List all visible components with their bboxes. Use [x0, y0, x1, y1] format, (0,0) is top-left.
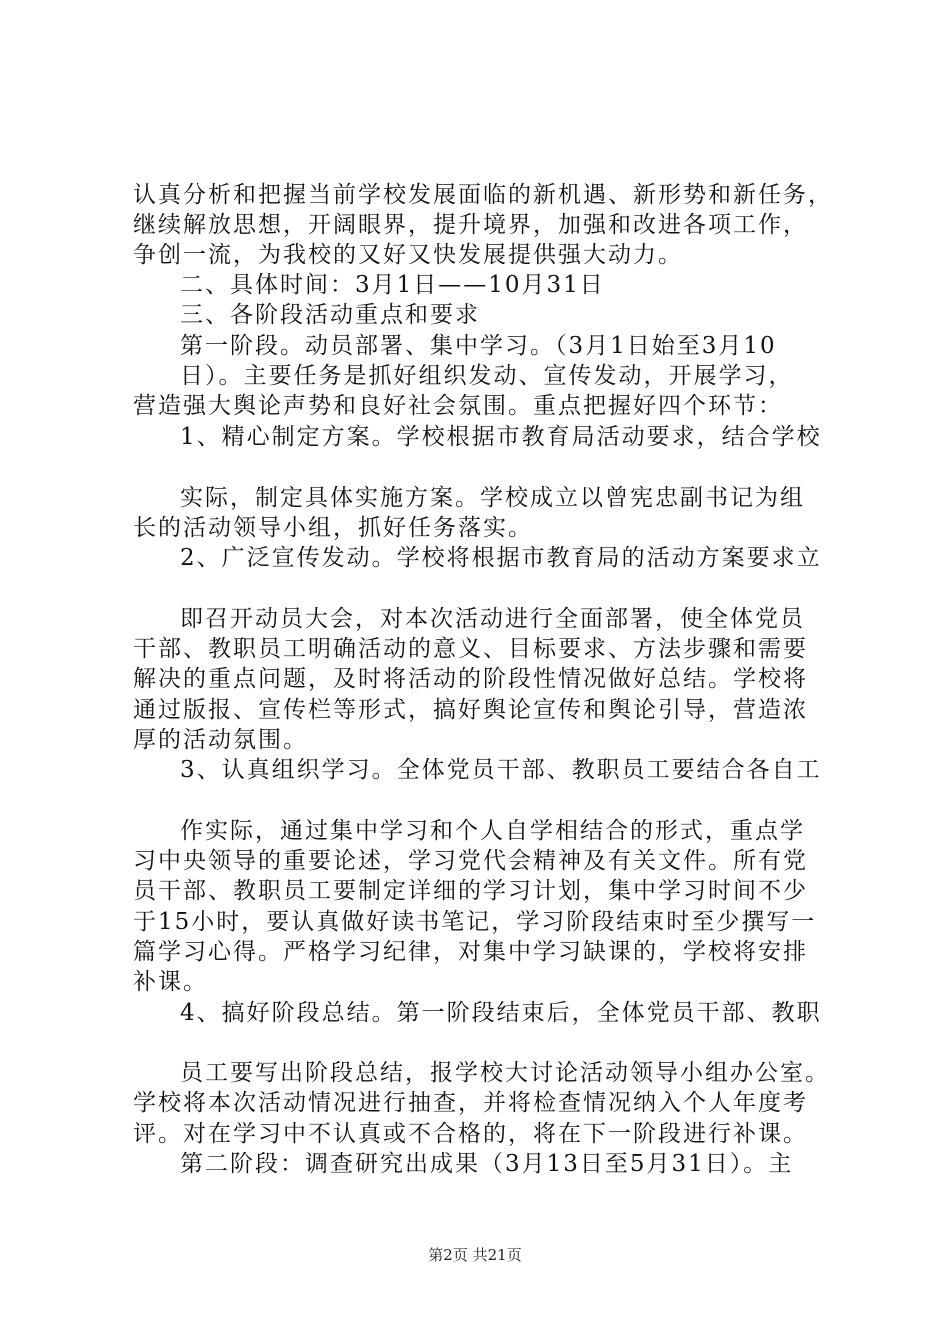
text-line: 日）。主要任务是抓好组织发动、宣传发动，开展学习， — [180, 363, 794, 389]
text-line: 第一阶段。动员部署、集中学习。（3月1日始至3月10 — [180, 333, 777, 359]
text-line: 争创一流，为我校的又好又快发展提供强大动力。 — [133, 242, 683, 268]
text-line: 1、精心制定方案。学校根据市教育局活动要求，结合学校 — [180, 424, 822, 450]
text-line: 于15小时，要认真做好读书笔记，学习阶段结束时至少撰写一 — [133, 909, 817, 935]
text-line: 通过版报、宣传栏等形式，搞好舆论宣传和舆论引导，营造浓 — [133, 697, 808, 723]
text-line: 长的活动领导小组，抓好任务落实。 — [133, 515, 533, 541]
text-line: 员工要写出阶段总结，报学校大讨论活动领导小组办公室。 — [180, 1060, 830, 1086]
text-line: 习中央领导的重要论述，学习党代会精神及有关文件。所有党 — [133, 848, 808, 874]
text-line: 认真分析和把握当前学校发展面临的新机遇、新形势和新任务， — [133, 182, 833, 208]
text-line: 员干部、教职员工要制定详细的学习计划，集中学习时间不少 — [133, 878, 808, 904]
text-line: 学校将本次活动情况进行抽查，并将检查情况纳入个人年度考 — [133, 1090, 808, 1116]
text-line: 即召开动员大会，对本次活动进行全面部署，使全体党员 — [180, 606, 805, 632]
text-line: 三、各阶段活动重点和要求 — [180, 302, 480, 328]
text-line: 作实际，通过集中学习和个人自学相结合的形式，重点学 — [180, 818, 805, 844]
text-line: 2、广泛宣传发动。学校将根据市教育局的活动方案要求立 — [180, 545, 822, 571]
text-line: 篇学习心得。严格学习纪律，对集中学习缺课的，学校将安排 — [133, 939, 808, 965]
page-footer: 第2页 共21页 — [428, 1246, 522, 1264]
text-line: 补课。 — [133, 969, 208, 995]
text-line: 干部、教职员工明确活动的意义、目标要求、方法步骤和需要 — [133, 636, 808, 662]
text-line: 继续解放思想，开阔眼界，提升境界，加强和改进各项工作， — [133, 212, 808, 238]
text-line: 第二阶段：调查研究出成果（3月13日至5月31日）。主 — [180, 1151, 794, 1177]
text-line: 解决的重点问题，及时将活动的阶段性情况做好总结。学校将 — [133, 666, 808, 692]
text-line: 4、搞好阶段总结。第一阶段结束后，全体党员干部、教职 — [180, 1000, 822, 1026]
text-line: 实际，制定具体实施方案。学校成立以曾宪忠副书记为组 — [180, 485, 805, 511]
text-line: 营造强大舆论声势和良好社会氛围。重点把握好四个环节： — [133, 393, 783, 419]
text-line: 评。对在学习中不认真或不合格的，将在下一阶段进行补课。 — [133, 1121, 808, 1147]
text-line: 3、认真组织学习。全体党员干部、教职员工要结合各自工 — [180, 757, 822, 783]
text-line: 二、具体时间：3月1日——10月31日 — [180, 272, 605, 298]
text-line: 厚的活动氛围。 — [133, 727, 308, 753]
